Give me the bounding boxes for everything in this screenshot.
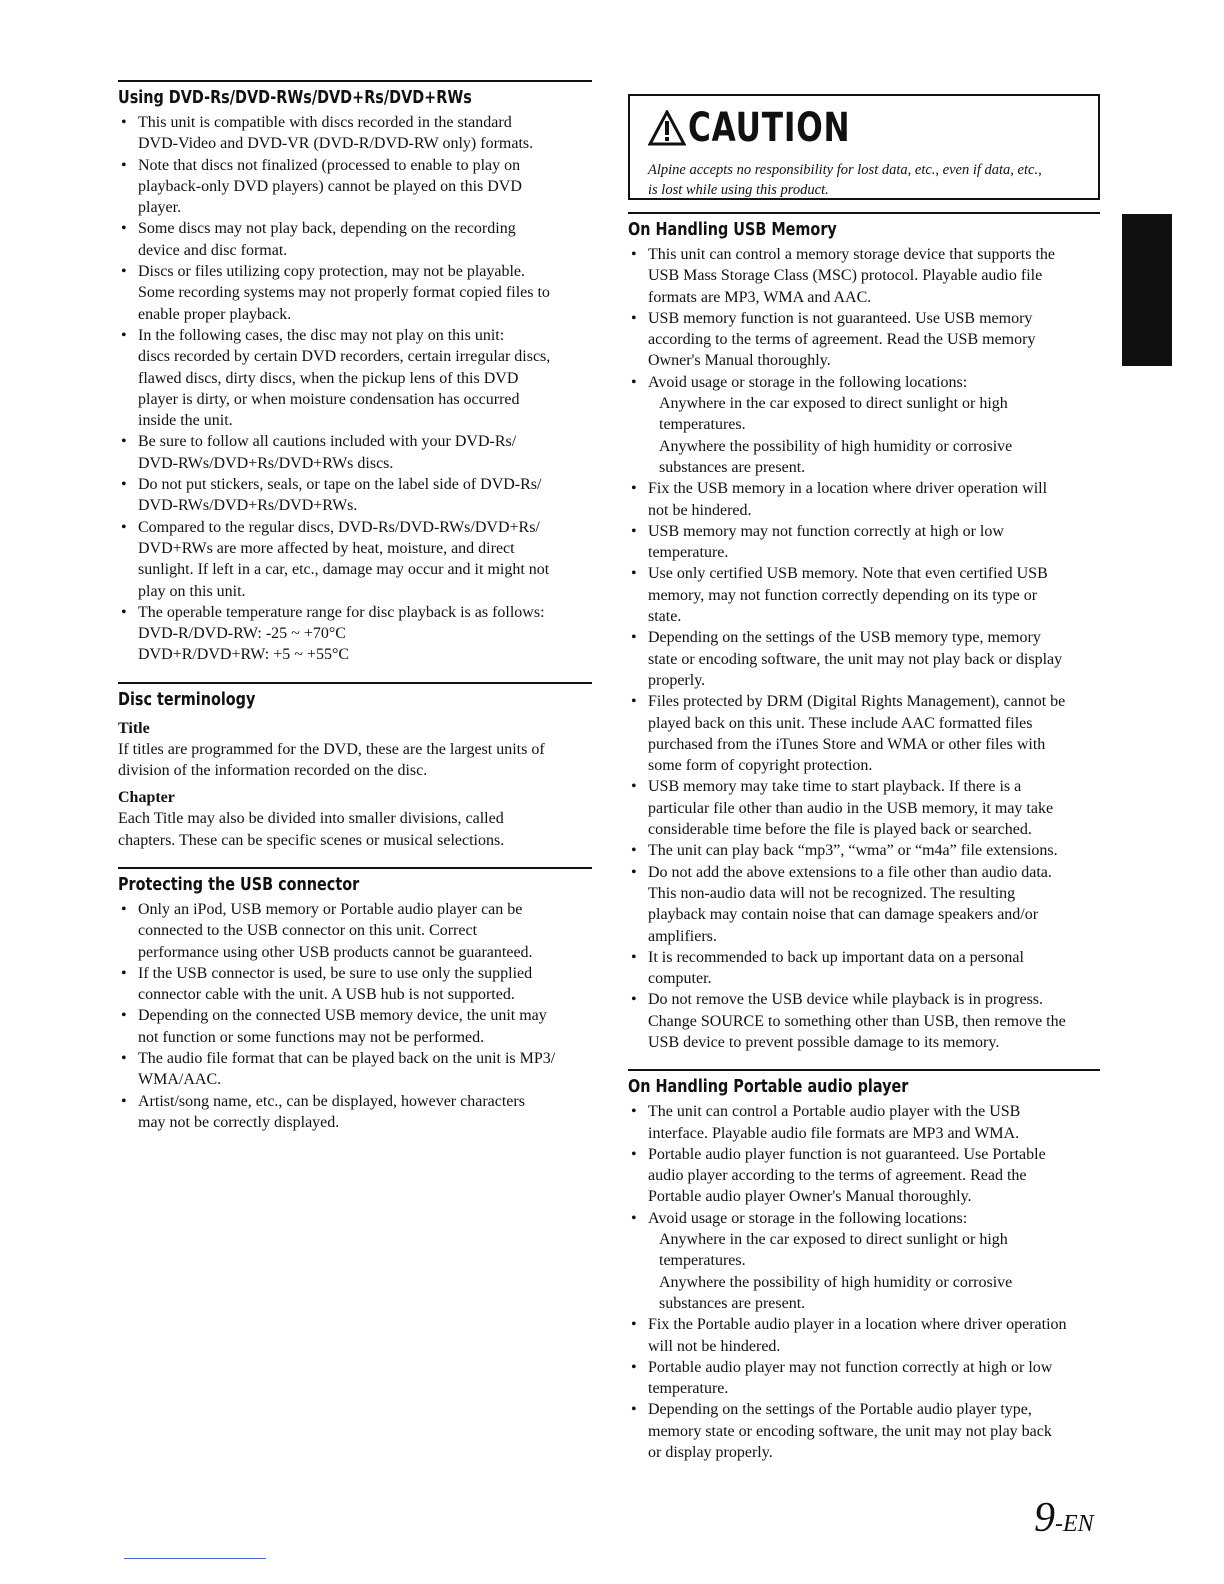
section (118, 867, 592, 1133)
bullet-list (118, 112, 592, 666)
bullet-line: WMA/AAC. (138, 1071, 222, 1089)
bullet-line: connector cable with the unit. A USB hub is not supported. (138, 986, 515, 1004)
section-rule (118, 682, 592, 684)
bullet-line: some form of copyright protection. (648, 757, 873, 775)
bullet-line: will not be hindered. (648, 1337, 781, 1355)
bullet-line: performance using other USB products cannot be guaranteed. (138, 943, 533, 961)
bullet-line: This non-audio data will not be recognized. The resulting (648, 884, 1016, 902)
bullet-item (118, 963, 592, 1006)
bullet-item (628, 1208, 1100, 1314)
bullet-item (628, 308, 1100, 372)
bullet-subline: temperatures. (659, 1252, 746, 1270)
bullet-line: temperature. (648, 544, 729, 562)
bullet-line: • If the USB connector is used, be sure to use only the supplied (138, 964, 533, 982)
bullet-line: played back on this unit. These include AAC formatted files (648, 714, 1033, 732)
caution-text-line: is lost while using this product. (648, 182, 829, 198)
bullet-subline: Anywhere in the car exposed to direct sunlight or high (659, 395, 1008, 413)
term-line: chapters. These can be specific scenes or musical selections. (118, 831, 505, 849)
bullet-line: particular file other than audio in the USB memory, it may take (648, 799, 1054, 817)
bullet-line: state or encoding software, the unit may not play back or display (648, 650, 1063, 668)
bullet-line: amplifiers. (648, 927, 717, 945)
bullet-line: device and disc format. (138, 241, 288, 259)
bullet-item (628, 1101, 1100, 1144)
bullet-line: Change SOURCE to something other than USB, then remove the (648, 1012, 1066, 1030)
bullet-line: state. (648, 608, 682, 626)
bullet-line: according to the terms of agreement. Read the USB memory (648, 331, 1036, 349)
bullet-line: • Avoid usage or storage in the following locations: (648, 373, 968, 391)
bullet-line: audio player according to the terms of agreement. Read the (648, 1167, 1027, 1185)
bullet-item (118, 899, 592, 963)
section-heading: On Handling USB Memory (628, 219, 837, 240)
term-line: Each Title may also be divided into smaller divisions, called (118, 810, 504, 828)
bullet-item (628, 947, 1100, 990)
bullet-line: flawed discs, dirty discs, when the pickup lens of this DVD (138, 369, 519, 387)
bullet-line: • This unit can control a memory storage device that supports the (648, 246, 1055, 263)
bullet-line: • The audio file format that can be played back on the unit is MP3/ (138, 1049, 556, 1067)
bullet-line: • Note that discs not finalized (processed to enable to play on (138, 156, 521, 174)
bullet-line: player. (138, 199, 182, 217)
bullet-line: DVD-R/DVD-RW: -25 ~ +70°C (138, 625, 346, 643)
page-number-suffix: -EN (1055, 1511, 1094, 1537)
bullet-item (628, 244, 1100, 308)
bullet-item (628, 862, 1100, 947)
bullet-item (118, 431, 592, 474)
caution-heading: CAUTION (688, 105, 851, 151)
term-line: division of the information recorded on the disc. (118, 762, 428, 780)
bullet-line: purchased from the iTunes Store and WMA or other files with (648, 735, 1046, 753)
right-column (628, 80, 1100, 1463)
term-line: If titles are programmed for the DVD, these are the largest units of (118, 740, 545, 758)
bullet-line: connected to the USB connector on this unit. Correct (138, 922, 478, 940)
caution-text-line: Alpine accepts no responsibility for lost data, etc., even if data, etc., (648, 162, 1042, 178)
bullet-line: memory, may not function correctly depending on its type or (648, 586, 1038, 604)
bullet-item (628, 1314, 1100, 1357)
bullet-item (118, 261, 592, 325)
bullet-line: • Depending on the connected USB memory device, the unit may (138, 1007, 547, 1025)
section-heading: Using DVD-Rs/DVD-RWs/DVD+Rs/DVD+RWs (118, 87, 472, 108)
bullet-line: • Portable audio player function is not guaranteed. Use Portable (648, 1145, 1046, 1163)
bullet-item (118, 602, 592, 666)
term-heading: Title (118, 719, 150, 737)
bullet-item (118, 474, 592, 517)
bullet-list (118, 899, 592, 1133)
bullet-line: • In the following cases, the disc may not play on this unit: (138, 326, 505, 344)
bullet-item (118, 218, 592, 261)
bullet-line: • Only an iPod, USB memory or Portable audio player can be (138, 900, 523, 918)
term-heading: Chapter (118, 789, 175, 807)
bullet-line: DVD+R/DVD+RW: +5 ~ +55°C (138, 646, 350, 664)
section-rule (118, 80, 592, 82)
bullet-line: • USB memory may not function correctly at high or low (648, 522, 1004, 540)
bullet-item (118, 325, 592, 431)
bullet-item (628, 478, 1100, 521)
bullet-line: enable proper playback. (138, 305, 292, 323)
bullet-item (628, 989, 1100, 1053)
bullet-item (628, 521, 1100, 564)
bullet-list (628, 244, 1100, 1053)
bullet-item (628, 1399, 1100, 1463)
bullet-line: • The operable temperature range for disc playback is as follows: (138, 603, 545, 621)
bullet-item (628, 1357, 1100, 1400)
caution-box (628, 94, 1100, 200)
bullet-item (118, 155, 592, 219)
bullet-line: • Be sure to follow all cautions included with your DVD-Rs/ (138, 433, 517, 451)
bullet-line: play on this unit. (138, 582, 246, 600)
section-rule (118, 867, 592, 869)
bullet-line: • Compared to the regular discs, DVD-Rs/DVD-RWs/DVD+Rs/ (138, 518, 540, 536)
bullet-item (628, 776, 1100, 840)
bullet-line: playback may contain noise that can damage speakers and/or (648, 906, 1039, 924)
bullet-item (118, 112, 592, 155)
bullet-line: may not be correctly displayed. (138, 1113, 340, 1131)
bullet-line: • Artist/song name, etc., can be displayed, however characters (138, 1092, 525, 1110)
bullet-line: • This unit is compatible with discs recorded in the standard (138, 114, 512, 131)
section (118, 80, 592, 666)
caution-text (648, 160, 1086, 200)
bullet-subline: substances are present. (659, 458, 806, 476)
bullet-line: • The unit can control a Portable audio player with the USB (648, 1103, 1021, 1121)
bullet-line: temperature. (648, 1380, 729, 1398)
bullet-line: • USB memory may take time to start playback. If there is a (648, 778, 1022, 796)
section-heading: Disc terminology (118, 688, 256, 710)
bullet-line: • Fix the Portable audio player in a location where driver operation (648, 1316, 1067, 1334)
bullet-line: • The unit can play back “mp3”, “wma” or “m4a” file extensions. (648, 842, 1058, 860)
bullet-line: • Portable audio player may not function correctly at high or low (648, 1358, 1053, 1376)
bullet-line: discs recorded by certain DVD recorders, certain irregular discs, (138, 348, 551, 366)
bullet-line: or display properly. (648, 1444, 773, 1462)
page-number-digit: 9 (1034, 1495, 1055, 1541)
bullet-line: not function or some functions may not be performed. (138, 1028, 485, 1046)
bullet-line: interface. Playable audio file formats are MP3 and WMA. (648, 1124, 1020, 1142)
bullet-line: DVD-RWs/DVD+Rs/DVD+RWs discs. (138, 454, 394, 472)
page-number (1034, 1494, 1106, 1541)
warning-triangle-icon (648, 110, 686, 146)
bullet-line: • Discs or files utilizing copy protection, may not be playable. (138, 263, 526, 281)
bullet-line: playback-only DVD players) cannot be played on this DVD (138, 177, 522, 195)
bullet-line: considerable time before the file is played back or searched. (648, 821, 1032, 839)
bullet-line: • Depending on the settings of the Portable audio player type, (648, 1401, 1032, 1419)
section (628, 212, 1100, 1053)
section (118, 682, 592, 851)
section-heading: Protecting the USB connector (118, 873, 360, 895)
bullet-line: sunlight. If left in a car, etc., damage may occur and it might not (138, 561, 550, 579)
right-sections (628, 212, 1100, 1463)
bullet-item (118, 517, 592, 602)
bullet-line: • Do not add the above extensions to a file other than audio data. (648, 863, 1052, 881)
bullet-item (628, 691, 1100, 776)
bullet-line: • It is recommended to back up important data on a personal (648, 948, 1024, 966)
bullet-item (118, 1048, 592, 1091)
bullet-line: computer. (648, 970, 712, 988)
bullet-list (628, 1101, 1100, 1463)
bullet-line: DVD-RWs/DVD+Rs/DVD+RWs. (138, 497, 358, 515)
section-heading: On Handling Portable audio player (628, 1076, 909, 1098)
bullet-line: • Fix the USB memory in a location where driver operation will (648, 480, 1048, 498)
bullet-line: • Use only certified USB memory. Note that even certified USB (648, 565, 1048, 583)
bullet-line: USB device to prevent possible damage to its memory. (648, 1033, 1000, 1051)
bullet-item (628, 1144, 1100, 1208)
bullet-line: DVD+RWs are more affected by heat, moisture, and direct (138, 539, 515, 557)
bullet-line: Portable audio player Owner's Manual thoroughly. (648, 1188, 972, 1206)
bullet-line: not be hindered. (648, 501, 752, 519)
bullet-subline: Anywhere the possibility of high humidity or corrosive (659, 437, 1013, 455)
bullet-item (118, 1005, 592, 1048)
bullet-line: Owner's Manual thoroughly. (648, 352, 831, 370)
bullet-line: DVD-Video and DVD-VR (DVD-R/DVD-RW only) formats. (138, 135, 534, 153)
bullet-subline: temperatures. (659, 416, 746, 434)
bullet-subline: Anywhere the possibility of high humidity or corrosive (659, 1273, 1013, 1291)
bottom-link-line (124, 1558, 266, 1559)
bullet-item (628, 372, 1100, 478)
bullet-item (628, 563, 1100, 627)
bullet-line: • Avoid usage or storage in the following locations: (648, 1209, 968, 1227)
bullet-line: Some recording systems may not properly format copied files to (138, 284, 550, 302)
bullet-line: • Do not put stickers, seals, or tape on the label side of DVD-Rs/ (138, 476, 542, 494)
section (628, 1069, 1100, 1463)
bullet-line: inside the unit. (138, 412, 233, 430)
bullet-line: player is dirty, or when moisture condensation has occurred (138, 390, 520, 408)
bullet-line: • USB memory function is not guaranteed. Use USB memory (648, 309, 1033, 327)
section-rule (628, 1069, 1100, 1071)
section-rule (628, 212, 1100, 214)
caution-title (648, 104, 896, 152)
bullet-item (118, 1091, 592, 1134)
bullet-line: properly. (648, 671, 706, 689)
bullet-line: • Do not remove the USB device while playback is in progress. (648, 991, 1044, 1009)
bullet-line: • Files protected by DRM (Digital Rights Management), cannot be (648, 693, 1066, 711)
bullet-item (628, 627, 1100, 691)
bullet-line: formats are MP3, WMA and AAC. (648, 288, 872, 306)
bullet-line: • Depending on the settings of the USB memory type, memory (648, 629, 1041, 647)
bullet-item (628, 840, 1100, 861)
bullet-line: • Some discs may not play back, depending on the recording (138, 220, 516, 238)
bullet-line: memory state or encoding software, the unit may not play back (648, 1422, 1052, 1440)
bullet-subline: Anywhere in the car exposed to direct sunlight or high (659, 1231, 1008, 1249)
bullet-line: USB Mass Storage Class (MSC) protocol. Playable audio file (648, 267, 1043, 285)
section-tab-marker (1122, 214, 1172, 366)
bullet-subline: substances are present. (659, 1294, 806, 1312)
left-column (118, 80, 592, 1133)
